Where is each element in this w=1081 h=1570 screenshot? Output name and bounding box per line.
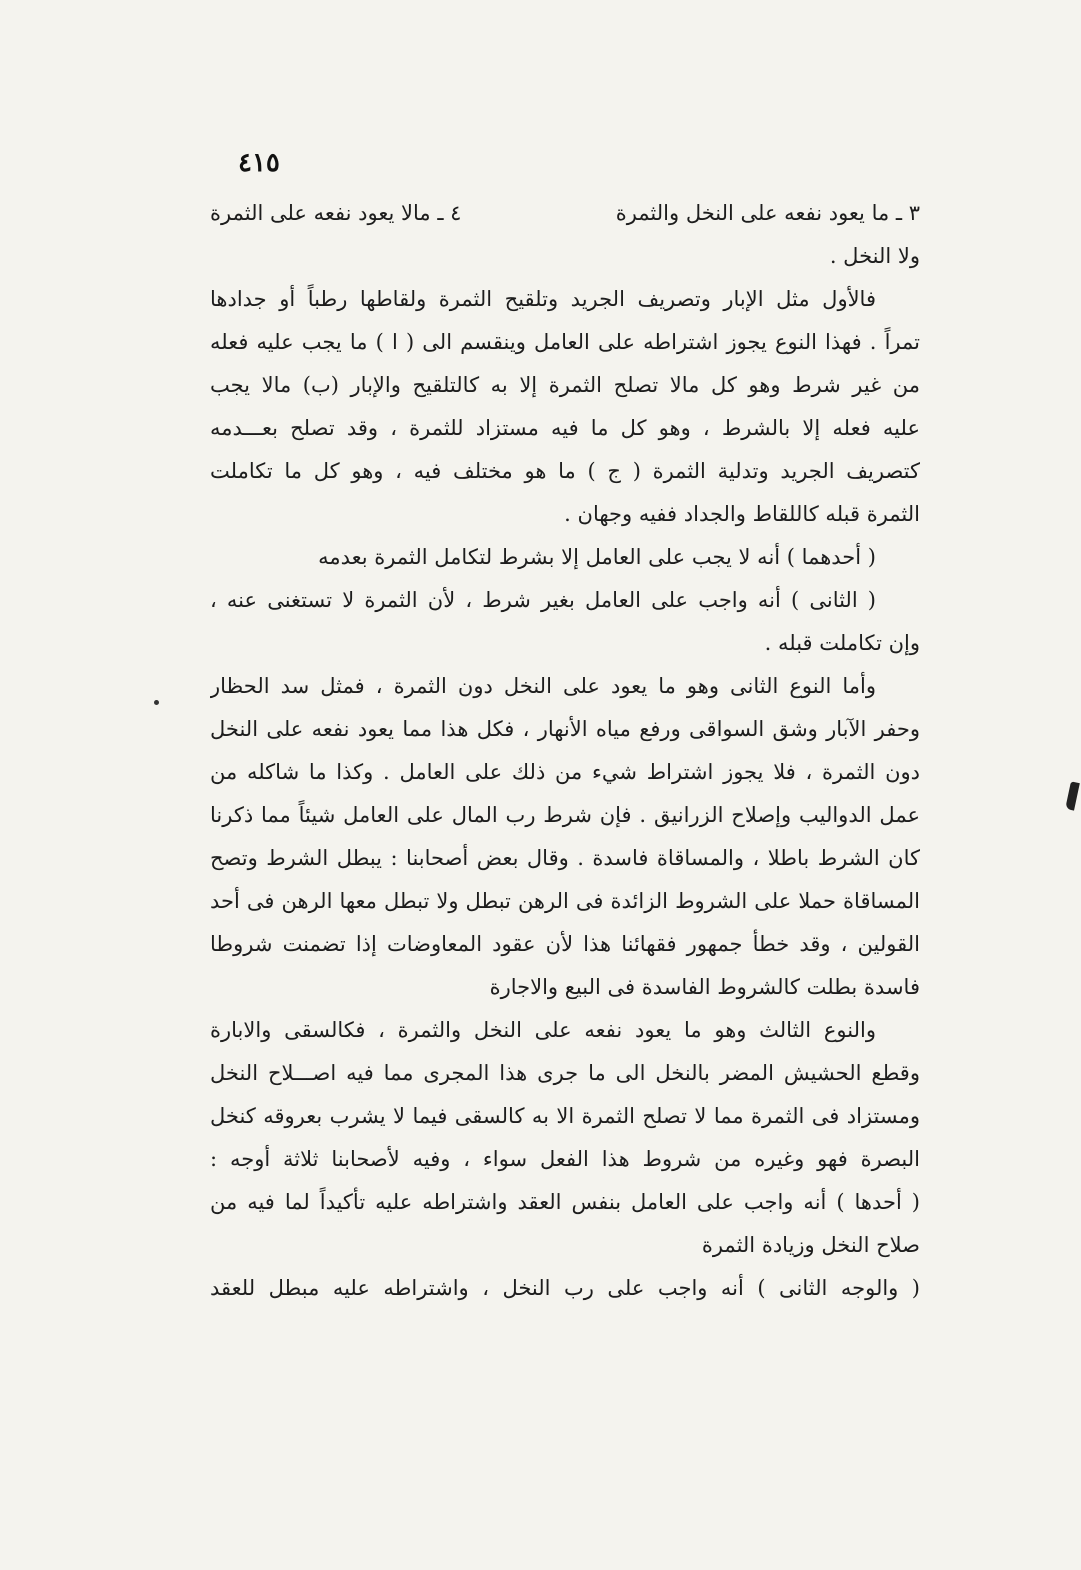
text-line: البصرة فهو وغيره من شروط هذا الفعل سواء ، وفيه لأصحابنا ثلاثة أوجه : — [210, 1147, 920, 1171]
text-line: ( الثانى ) أنه واجب على العامل بغير شرط ، لأن الثمرة لا تستغنى عنه ، — [210, 588, 876, 612]
text-line: والنوع الثالث وهو ما يعود نفعه على النخل والثمرة ، فكالسقى والابارة — [210, 1018, 876, 1042]
text-line: الثمرة قبله كاللقاط والجداد ففيه وجهان . — [564, 502, 920, 526]
text-line: وأما النوع الثانى وهو ما يعود على النخل دون الثمرة ، فمثل سد الحظار — [210, 674, 876, 698]
page-edge-mark — [1065, 781, 1080, 810]
text-line: فالأول مثل الإبار وتصريف الجريد وتلقيح الثمرة ولقاطها رطباً أو جدادها — [210, 287, 876, 311]
heading-line — [210, 192, 920, 235]
text-line: فاسدة بطلت كالشروط الفاسدة فى البيع والاجارة — [489, 975, 920, 999]
text-line: كان الشرط باطلا ، والمساقاة فاسدة . وقال بعض أصحابنا : يبطل الشرط وتصح — [210, 846, 920, 870]
text-line: ( والوجه الثانى ) أنه واجب على رب النخل ، واشتراطه عليه مبطل للعقد — [210, 1276, 920, 1300]
text-line: من غير شرط وهو كل مالا تصلح الثمرة إلا به كالتلقيح والإبار (ب) مالا يجب — [210, 373, 920, 397]
text-line: ولا النخل . — [829, 244, 920, 268]
text-line: عليه فعله إلا بالشرط ، وهو كل ما فيه مستزاد للثمرة ، وقد تصلح بعـــدمه — [210, 416, 920, 440]
heading-item-3: ٣ ـ ما يعود نفعه على النخل والثمرة — [615, 201, 920, 225]
text-line: ( أحدهما ) أنه لا يجب على العامل إلا بشرط لتكامل الثمرة بعدمه — [318, 545, 876, 569]
text-line: عمل الدواليب وإصلاح الزرانيق . فإن شرط رب المال على العامل شيئاً مما ذكرنا — [210, 803, 920, 827]
margin-dot — [154, 700, 159, 705]
text-line: وإن تكاملت قبله . — [764, 631, 920, 655]
text-line: ( أحدها ) أنه واجب على العامل بنفس العقد واشتراطه عليه تأكيداً لما فيه من — [210, 1190, 920, 1214]
text-line: وحفر الآبار وشق السواقى ورفع مياه الأنهار ، فكل هذا مما يعود نفعه على النخل — [210, 717, 920, 741]
text-line: ومستزاد فى الثمرة مما لا تصلح الثمرة الا به كالسقى فيما لا يشرب بعروقه كنخل — [210, 1104, 920, 1128]
text-line: تمراً . فهذا النوع يجوز اشتراطه على العامل وينقسم الى ( ا ) ما يجب عليه فعله — [210, 330, 920, 354]
heading-item-4: ٤ ـ مالا يعود نفعه على الثمرة — [210, 201, 462, 225]
text-line: وقطع الحشيش المضر بالنخل الى ما جرى هذا المجرى مما فيه اصـــلاح النخل — [210, 1061, 920, 1085]
body-text — [210, 192, 920, 1310]
text-line: كتصريف الجريد وتدلية الثمرة ( ج ) ما هو مختلف فيه ، وهو كل ما تكاملت — [210, 459, 920, 483]
text-line: صلاح النخل وزيادة الثمرة — [701, 1233, 920, 1257]
page-number: ٤١٥ — [238, 148, 280, 178]
text-line: المساقاة حملا على الشروط الزائدة فى الرهن تبطل ولا تبطل معها الرهن فى أحد — [210, 889, 920, 913]
text-line: دون الثمرة ، فلا يجوز اشتراط شيء من ذلك على العامل . وكذا ما شاكله من — [210, 760, 920, 784]
text-line: القولين ، وقد خطأ جمهور فقهائنا هذا لأن عقود المعاوضات إذا تضمنت شروطا — [210, 932, 920, 956]
